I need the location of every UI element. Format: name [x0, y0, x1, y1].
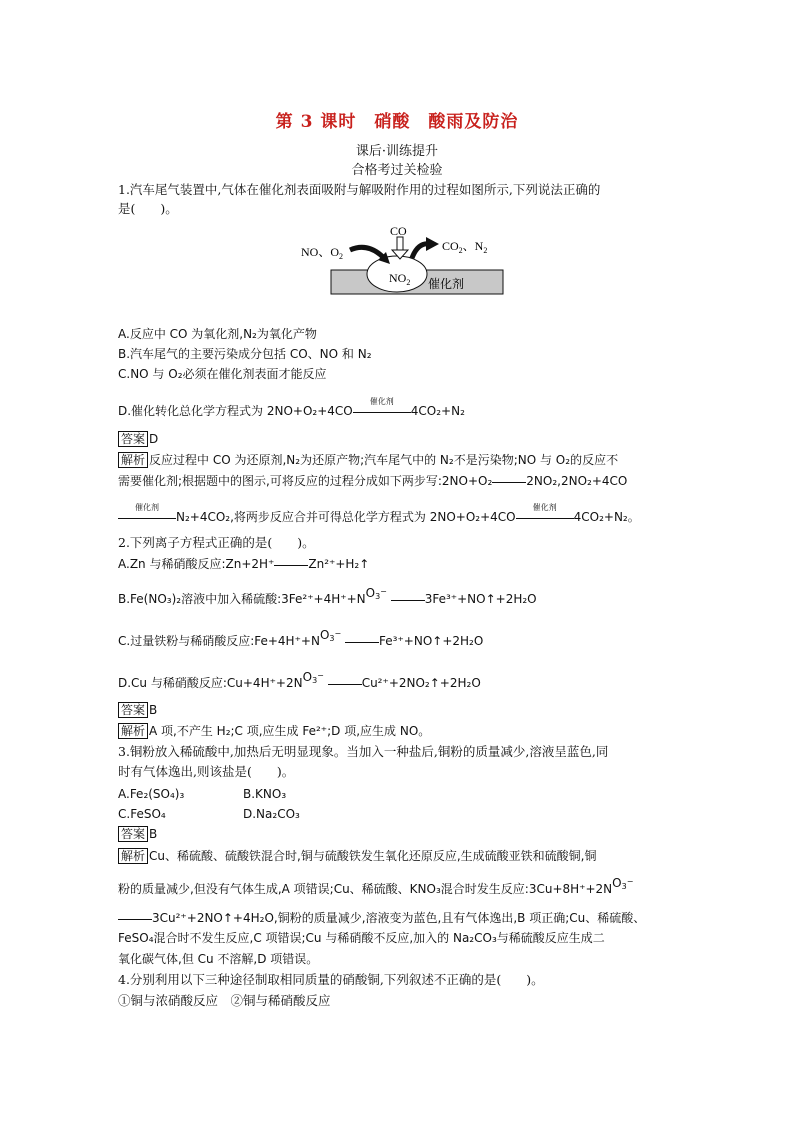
- catalyst-arrow: 催化剂: [118, 512, 176, 524]
- q1-option-c: C.NO 与 O₂必须在催化剂表面才能反应: [118, 367, 327, 381]
- diagram-label-co: CO: [390, 224, 407, 238]
- q3-analysis-line4: FeSO₄混合时不发生反应,C 项错误;Cu 与稀硝酸不反应,加入的 Na₂CO₃与稀硫酸反应生成二: [118, 931, 605, 945]
- analysis-tag: 解析: [118, 452, 148, 468]
- q1-option-b: B.汽车尾气的主要污染成分包括 CO、NO 和 N₂: [118, 347, 372, 361]
- analysis-tag: 解析: [118, 723, 148, 739]
- analysis-tag: 解析: [118, 848, 148, 864]
- equals-arrow: [391, 594, 425, 606]
- answer-tag: 答案: [118, 431, 148, 447]
- q1-answer: 答案 D: [118, 431, 158, 447]
- q3-option-c: C.FeSO₄: [118, 807, 166, 821]
- equals-arrow: [345, 636, 379, 648]
- diagram-label-catalyst: 催化剂: [428, 277, 465, 291]
- q2-option-b: B.Fe(NO₃)₂溶液中加入稀硫酸$:3Fe^{2+}+4H^++NO_3^-$ 3Fe³⁺+NO↑+2H₂O: [118, 586, 537, 606]
- q1-option-d: D.催化转化总化学方程式为 2NO+O₂+4CO 催化剂 4CO₂+N₂: [118, 396, 465, 418]
- q2-option-d: D.Cu 与稀硝酸反应$:Cu+4H^++2NO_3^-$ Cu²⁺+2NO₂↑+2H₂O: [118, 670, 481, 690]
- equals-arrow: [118, 913, 152, 925]
- equals-arrow: [274, 559, 308, 571]
- q2-stem: 2.下列离子方程式正确的是( )。: [118, 535, 315, 550]
- catalyst-diagram: [298, 224, 510, 298]
- catalyst-arrow: 催化剂: [516, 512, 574, 524]
- q1-analysis-line3: 催化剂 N₂+4CO₂,将两步反应合并可得总化学方程式为 2NO+O₂+4CO 催化剂 4CO₂+N₂。: [118, 509, 640, 525]
- q3-answer: 答案 B: [118, 826, 157, 842]
- in-arrow-icon: [350, 247, 384, 258]
- section-title: 合格考过关检验: [351, 163, 443, 178]
- diagram-label-products: $CO_2$、$N_2$: [442, 239, 488, 255]
- subtitle: 课后·训练提升: [355, 144, 439, 159]
- q3-analysis-line2: 粉的质量减少,但没有气体生成,A 项错误;Cu、稀硫酸、KNO₃混合时发生反应$:3Cu+8H^++2NO_3^-$: [118, 876, 634, 896]
- equals-arrow: [492, 476, 526, 488]
- q4-routes: ①铜与浓硝酸反应 ②铜与稀硝酸反应: [118, 993, 331, 1008]
- catalyst-arrow: 催化剂: [353, 406, 411, 418]
- q4-stem: 4.分别利用以下三种途径制取相同质量的硝酸铜,下列叙述不正确的是( )。: [118, 972, 544, 987]
- q2-option-a: A.Zn 与稀硝酸反应:Zn+2H⁺ Zn²⁺+H₂↑: [118, 557, 370, 571]
- diagram-label-reactants: NO、$O_2$: [301, 245, 343, 261]
- q3-analysis-line5: 氧化碳气体,但 Cu 不溶解,D 项错误。: [118, 952, 319, 966]
- q2-analysis: 解析 A 项,不产生 H₂;C 项,应生成 Fe²⁺;D 项,应生成 NO。: [118, 723, 430, 739]
- page-title: 第 3 课时 硝酸 酸雨及防治: [275, 112, 519, 132]
- answer-tag: 答案: [118, 826, 148, 842]
- out-arrow-head-icon: [426, 237, 439, 251]
- q3-stem-line2: 时有气体逸出,则该盐是( )。: [118, 764, 295, 779]
- co-arrow-shaft: [397, 237, 403, 250]
- q1-option-a: A.反应中 CO 为氧化剂,N₂为氧化产物: [118, 327, 317, 341]
- q1-stem-line2: 是( )。: [118, 201, 178, 216]
- q2-answer: 答案 B: [118, 702, 157, 718]
- equals-arrow: [328, 678, 362, 690]
- q3-analysis-line3: 3Cu²⁺+2NO↑+4H₂O,铜粉的质量减少,溶液变为蓝色,且有气体逸出,B 项正确;Cu、稀硫酸、: [118, 910, 645, 926]
- q3-option-a: A.Fe₂(SO₄)₃: [118, 787, 185, 801]
- q3-stem-line1: 3.铜粉放入稀硫酸中,加热后无明显现象。当加入一种盐后,铜粉的质量减少,溶液呈蓝色,同: [118, 744, 609, 759]
- q1-analysis-line2: 需要催化剂;根据题中的图示,可将反应的过程分成如下两步写:2NO+O₂ 2NO₂,2NO₂+4CO: [118, 474, 628, 488]
- q3-option-b: B.KNO₃: [243, 787, 287, 801]
- diagram-label-no2: $NO_2$: [389, 271, 411, 287]
- q1-stem-line1: 1.汽车尾气装置中,气体在催化剂表面吸附与解吸附作用的过程如图所示,下列说法正确的: [118, 182, 601, 197]
- q3-analysis-line1: 解析 Cu、稀硫酸、硫酸铁混合时,铜与硫酸铁发生氧化还原反应,生成硫酸亚铁和硫酸铜,铜: [118, 848, 596, 864]
- answer-tag: 答案: [118, 702, 148, 718]
- q1-analysis-line1: 解析 反应过程中 CO 为还原剂,N₂为还原产物;汽车尾气中的 N₂不是污染物;NO 与 O₂的反应不: [118, 452, 618, 468]
- q2-option-c: C.过量铁粉与稀硝酸反应$:Fe+4H^++NO_3^-$ Fe³⁺+NO↑+2H₂O: [118, 628, 484, 648]
- q3-option-d: D.Na₂CO₃: [243, 807, 300, 821]
